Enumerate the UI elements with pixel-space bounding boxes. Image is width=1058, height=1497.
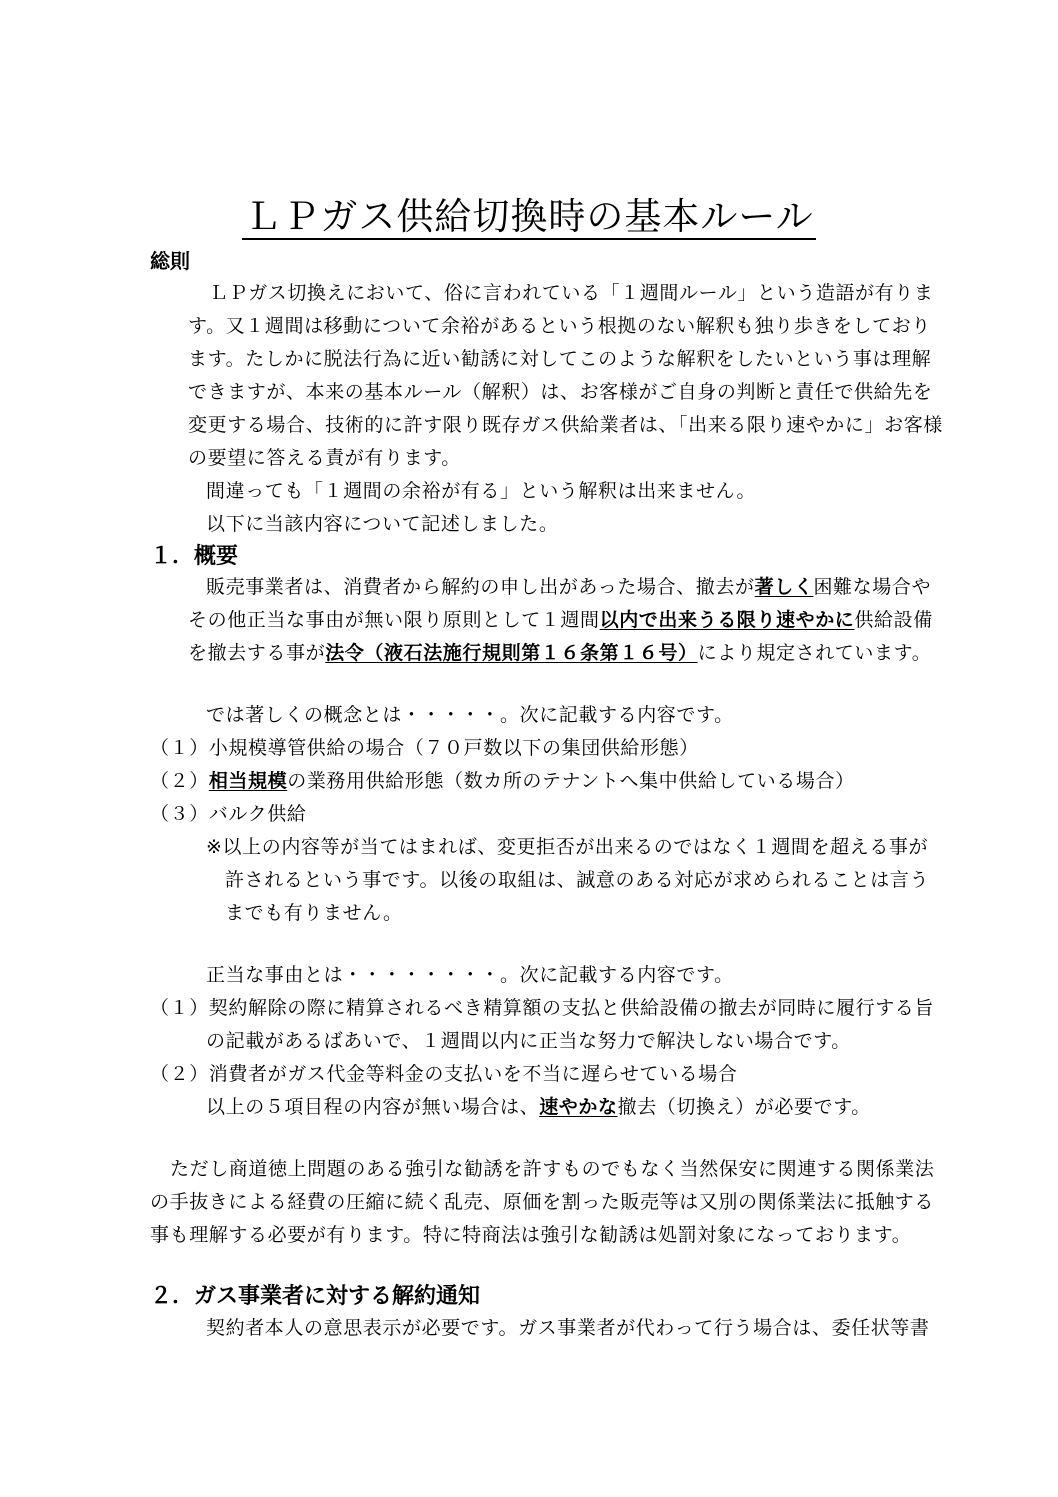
list-item: の記載があるばあいで、１週間以内に正当な努力で解決しない場合です。: [206, 1030, 851, 1052]
text-run: 困難な場合や: [813, 576, 932, 598]
text-run: 撤去（切換え）が必要です。: [617, 1096, 871, 1118]
section1-heading: １．概要: [150, 544, 239, 569]
text-run: 以上の５項目程の内容が無い場合は、: [206, 1096, 540, 1118]
paragraph-line: 事も理解する必要が有ります。特に特商法は強引な勧誘は処罰対象になっております。: [150, 1224, 912, 1246]
text-run: の業務用供給形態（数カ所のテナントへ集中供給している場合）: [287, 770, 855, 792]
emphasis: 速やかな: [539, 1096, 618, 1118]
text-run: 供給設備: [854, 609, 933, 631]
page-title: ＬＰガス供給切換時の基本ルール: [244, 195, 814, 238]
note-line: ※以上の内容等が当てはまれば、変更拒否が出来るのではなく１週間を超える事が: [206, 836, 929, 858]
paragraph-line: 変更する場合、技術的に許す限り既存ガス供給業者は、「出来る限り速やかに」お客様: [188, 414, 943, 436]
list-item: （１）契約解除の際に精算されるべき精算額の支払と供給設備の撤去が同時に履行する旨: [150, 997, 935, 1019]
text-run: その他正当な事由が無い限り原則として１週間: [188, 609, 600, 631]
paragraph-line: では著しくの概念とは・・・・・。次に記載する内容です。: [206, 704, 734, 726]
paragraph-line: 以下に当該内容について記述しました。: [206, 513, 559, 535]
paragraph-line: ただし商道徳上問題のある強引な勧誘を許すものでもなく当然保安に関連する関係業法: [170, 1158, 935, 1180]
emphasis: 相当規模: [208, 770, 288, 792]
text-run: 販売事業者は、消費者から解約の申し出があった場合、撤去が: [206, 576, 755, 598]
paragraph-line: [188, 605, 933, 632]
paragraph-line: [188, 638, 931, 665]
text-run: （２）: [150, 770, 209, 792]
paragraph-line: できますが、本来の基本ルール（解釈）は、お客様がご自身の判断と責任で供給先を: [188, 381, 933, 403]
section2-heading: ２．ガス事業者に対する解約通知: [150, 1284, 481, 1309]
list-item: （３）バルク供給: [150, 803, 307, 825]
emphasis: 著しく: [754, 576, 814, 598]
text-run: を撤去する事が: [188, 642, 326, 664]
list-item: （１）小規模導管供給の場合（７０戸数以下の集団供給形態）: [150, 737, 699, 759]
paragraph-line: ＬＰガス切換えにおいて、俗に言われている「１週間ルール」という造語が有りま: [209, 282, 934, 304]
text-run: により規定されています。: [697, 642, 932, 664]
general-heading: 総則: [150, 249, 190, 273]
paragraph-line: 正当な事由とは・・・・・・・・。次に記載する内容です。: [206, 964, 734, 986]
note-line: までも有りません。: [225, 902, 403, 924]
paragraph-line: 契約者本人の意思表示が必要です。ガス事業者が代わって行う場合は、委任状等書: [206, 1317, 930, 1339]
list-item: （２）消費者がガス代金等料金の支払いを不当に遅らせている場合: [150, 1063, 738, 1085]
paragraph-line: [206, 572, 931, 599]
paragraph-line: の手抜きによる経費の圧縮に続く乱売、原価を割った販売等は又別の関係業法に抵触する: [150, 1191, 935, 1213]
paragraph-line: ます。たしかに脱法行為に近い勧誘に対してこのような解釈をしたいという事は理解: [188, 348, 932, 370]
emphasis: 法令（液石法施行規則第１６条第１６号）: [325, 642, 698, 664]
paragraph-line: の要望に答える責が有ります。: [188, 447, 461, 469]
emphasis: 以内で出来うる限り速やかに: [599, 609, 855, 631]
paragraph-line: す。又１週間は移動について余裕があるという根拠のない解釈も独り歩きをしており: [188, 315, 931, 337]
note-line: 許されるという事です。以後の取組は、誠意のある対応が求められることは言う: [225, 869, 930, 891]
paragraph-line: [206, 1092, 871, 1119]
list-item: [150, 766, 855, 793]
paragraph-line: 間違っても「１週間の余裕が有る」という解釈は出来ません。: [206, 480, 756, 502]
